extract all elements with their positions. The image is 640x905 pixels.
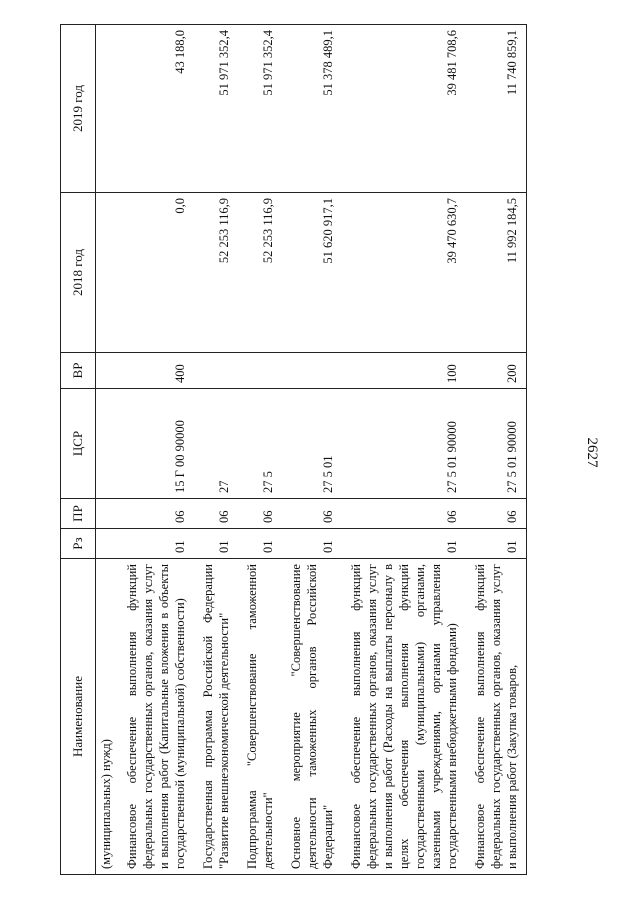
row-2018: 51 620 917,1: [282, 193, 342, 353]
row-csr: 27 5 01 90000: [466, 389, 527, 499]
row-pr: 06: [466, 499, 527, 529]
row-vr: 400: [118, 353, 194, 389]
header-vr: ВР: [61, 353, 96, 389]
row-vr: 100: [342, 353, 466, 389]
row-name: Подпрограмма "Совершенствование таможенной деятельности": [238, 559, 282, 875]
row-2018: [96, 193, 119, 353]
header-name: Наименование: [61, 559, 96, 875]
row-2019: 39 481 708,6: [342, 25, 466, 193]
table-row: [282, 25, 342, 875]
row-vr: [194, 353, 238, 389]
row-2018: 39 470 630,7: [342, 193, 466, 353]
row-2019: 43 188,0: [118, 25, 194, 193]
row-csr: [96, 389, 119, 499]
rotated-page-content: [60, 25, 612, 875]
row-pr: 06: [238, 499, 282, 529]
row-rz: 01: [466, 529, 527, 559]
row-vr: [282, 353, 342, 389]
row-name: Финансовое обеспечение выполнения функций федеральных государственных органов, оказания услуг и выполнения работ (Закупка товаров,: [466, 559, 527, 875]
table-row: [466, 25, 527, 875]
table-header-row: [61, 25, 96, 875]
header-2018: 2018 год: [61, 193, 96, 353]
row-name: Основное мероприятие "Совершенствование деятельности таможенных органов Российской Федерации": [282, 559, 342, 875]
row-2018: 11 992 184,5: [466, 193, 527, 353]
row-pr: 06: [282, 499, 342, 529]
row-2018: 0,0: [118, 193, 194, 353]
row-vr: [238, 353, 282, 389]
row-rz: 01: [194, 529, 238, 559]
row-pr: 06: [194, 499, 238, 529]
table-row: [238, 25, 282, 875]
header-pr: ПР: [61, 499, 96, 529]
table-row: [342, 25, 466, 875]
row-rz: 01: [342, 529, 466, 559]
page-number: 2627: [584, 437, 600, 468]
row-rz: 01: [282, 529, 342, 559]
table-row: [96, 25, 119, 875]
row-2018: 52 253 116,9: [194, 193, 238, 353]
row-name: Государственная программа Российской Федерации "Развитие внешнеэкономической деятельности": [194, 559, 238, 875]
row-2019: 51 971 352,4: [194, 25, 238, 193]
row-csr: 27 5: [238, 389, 282, 499]
row-csr: 15 Г 00 90000: [118, 389, 194, 499]
row-pr: 06: [342, 499, 466, 529]
row-2019: 51 378 489,1: [282, 25, 342, 193]
header-2019: 2019 год: [61, 25, 96, 193]
row-csr: 27 5 01: [282, 389, 342, 499]
header-rz: Рз: [61, 529, 96, 559]
row-name: (муниципальных) нужд): [96, 559, 119, 875]
table-row: [194, 25, 238, 875]
row-csr: 27 5 01 90000: [342, 389, 466, 499]
row-csr: 27: [194, 389, 238, 499]
header-csr: ЦСР: [61, 389, 96, 499]
row-vr: [96, 353, 119, 389]
row-rz: 01: [238, 529, 282, 559]
row-2018: 52 253 116,9: [238, 193, 282, 353]
row-rz: 01: [118, 529, 194, 559]
row-vr: 200: [466, 353, 527, 389]
row-rz: [96, 529, 119, 559]
table-row: [118, 25, 194, 875]
row-2019: [96, 25, 119, 193]
row-2019: 11 740 859,1: [466, 25, 527, 193]
row-pr: [96, 499, 119, 529]
row-name: Финансовое обеспечение выполнения функций федеральных государственных органов, оказания услуг и выполнения работ (Расходы на выплаты персоналу в целях обеспечения выполнения функций государственными (муниципальными) органами, казенными учреждениями, органами управления государственными внебюджетными фондами): [342, 559, 466, 875]
row-pr: 06: [118, 499, 194, 529]
row-name: Финансовое обеспечение выполнения функций федеральных государственных органов, оказания услуг и выполнения работ (Капитальные вложения в объекты государственной (муниципальной) собственности): [118, 559, 194, 875]
row-2019: 51 971 352,4: [238, 25, 282, 193]
budget-table: [60, 24, 527, 875]
